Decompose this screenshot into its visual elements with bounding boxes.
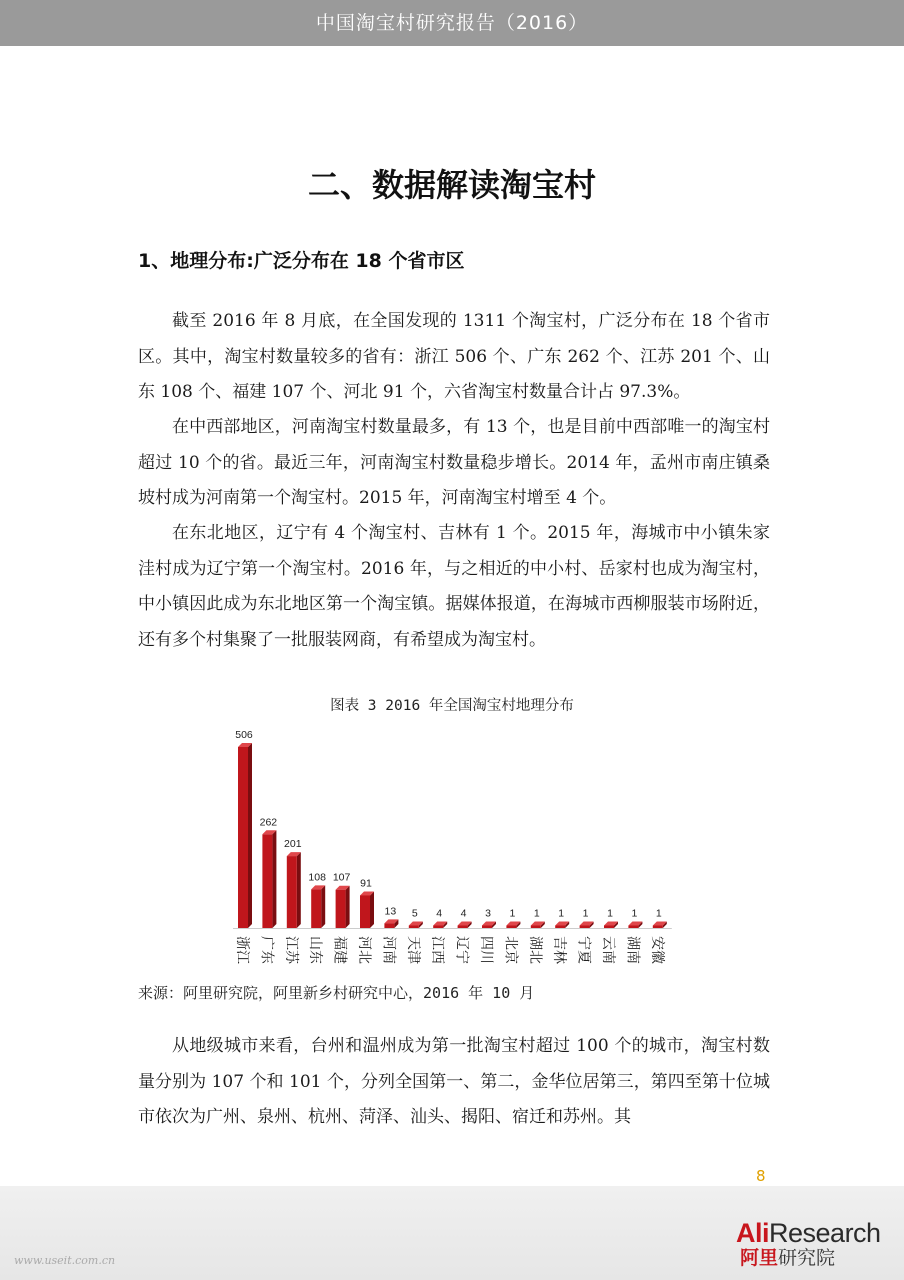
source-note: 来源：阿里研究院，阿里新乡村研究中心，2016 年 10 月 xyxy=(138,984,535,1002)
data-label-14: 1 xyxy=(558,907,565,920)
data-label-13: 1 xyxy=(533,907,540,920)
chart-caption: 图表 3 2016 年全国淘宝村地理分布 xyxy=(330,698,574,714)
logo-research-text: Research xyxy=(769,1218,881,1248)
data-label-7: 13 xyxy=(384,905,397,918)
paragraph-3: 在东北地区，辽宁有 4 个淘宝村、吉林有 1 个。2015 年，海城市中小镇朱家洼村成为辽宁第一个淘宝村。2016 年，与之相近的中小村、岳家村也成为淘宝村，中小镇因此成为东北地区第一个淘宝镇。据媒体报道，在海城市西柳服装市场附近，还有多个村集聚了一批服装网商，有希望成为淘宝村。 xyxy=(138,523,770,650)
watermark-text: www.useit.com.cn xyxy=(14,1254,116,1267)
category-label-17: 湖南 xyxy=(624,936,641,964)
data-label-11: 3 xyxy=(485,907,491,920)
logo-cn-ali: 阿里 xyxy=(740,1248,779,1269)
category-label-9: 江西 xyxy=(429,936,446,964)
bar-1 xyxy=(238,747,248,928)
logo-ali-text: Ali xyxy=(736,1218,770,1248)
logo-cn-institute: 研究院 xyxy=(778,1248,836,1269)
category-label-10: 辽宁 xyxy=(453,936,470,964)
aliresearch-logo xyxy=(736,1218,902,1270)
category-label-7: 河南 xyxy=(380,936,397,964)
bar-6 xyxy=(360,895,370,928)
category-label-1: 浙江 xyxy=(234,936,250,964)
subsection-title: 1、地理分布:广泛分布在 18 个省市区 xyxy=(138,250,465,272)
bar-side-4 xyxy=(321,885,325,928)
category-label-13: 湖北 xyxy=(526,936,543,964)
data-label-4: 108 xyxy=(308,871,326,884)
paragraph-4: 从地级城市来看，台州和温州成为第一批淘宝村超过 100 个的城市，淘宝村数量分别为 107 个和 101 个，分列全国第一、第二，金华位居第三，第四至第十位城市依次为广州、泉州、杭州、菏泽、汕头、揭阳、宿迁和苏州。其 xyxy=(138,1036,770,1127)
bar-18 xyxy=(653,926,663,929)
bar-side-5 xyxy=(346,886,350,928)
data-label-16: 1 xyxy=(607,907,613,920)
bar-5 xyxy=(336,890,346,928)
bar-side-6 xyxy=(370,891,374,928)
bar-13 xyxy=(531,926,541,929)
bar-side-2 xyxy=(272,830,276,928)
category-label-15: 宁夏 xyxy=(575,936,592,964)
category-label-4: 山东 xyxy=(307,936,324,964)
data-label-12: 1 xyxy=(509,907,516,920)
category-label-18: 安徽 xyxy=(648,936,665,964)
section-title: 二、数据解读淘宝村 xyxy=(307,166,596,204)
category-label-11: 四川 xyxy=(478,936,494,964)
paragraph-2: 在中西部地区，河南淘宝村数量最多，有 13 个，也是目前中西部唯一的淘宝村超过 10 个的省。最近三年，河南淘宝村数量稳步增长。2014 年，孟州市南庄镇桑坡村成为河南第一个淘宝村。2015 年，河南淘宝村增至 4 个。 xyxy=(138,417,770,508)
category-label-5: 福建 xyxy=(331,936,348,964)
data-label-18: 1 xyxy=(655,907,662,920)
data-label-10: 4 xyxy=(460,907,467,920)
data-label-6: 91 xyxy=(360,877,372,890)
data-label-2: 262 xyxy=(259,816,278,829)
data-label-9: 4 xyxy=(436,907,443,920)
bar-11 xyxy=(482,926,492,929)
data-label-3: 201 xyxy=(284,838,302,851)
category-label-3: 江苏 xyxy=(282,936,299,964)
category-label-2: 广东 xyxy=(258,936,275,964)
bar-10 xyxy=(458,926,468,929)
bar-8 xyxy=(409,926,419,929)
category-label-8: 天津 xyxy=(404,936,421,964)
report-header-title: 中国淘宝村研究报告（2016） xyxy=(0,0,904,46)
category-label-16: 云南 xyxy=(600,936,616,964)
paragraph-1: 截至 2016 年 8 月底，在全国发现的 1311 个淘宝村，广泛分布在 18 个省市区。其中，淘宝村数量较多的省有：浙江 506 个、广东 262 个、江苏 201 个、山东 108 个、福建 107 个、河北 91 个，六省淘宝村数量合计占 97.3%。 xyxy=(138,311,770,402)
data-label-5: 107 xyxy=(332,871,351,884)
data-label-15: 1 xyxy=(582,907,589,920)
bar-side-3 xyxy=(297,852,301,928)
page-number: 8 xyxy=(756,1167,766,1185)
bar-4 xyxy=(311,889,321,928)
bar-14 xyxy=(555,926,565,929)
bar-12 xyxy=(506,926,516,929)
data-label-17: 1 xyxy=(631,907,638,920)
bar-15 xyxy=(580,926,590,929)
category-label-12: 北京 xyxy=(502,936,519,964)
bar-9 xyxy=(433,926,443,929)
category-label-14: 吉林 xyxy=(551,936,568,964)
bar-3 xyxy=(287,856,297,928)
bar-2 xyxy=(262,834,272,928)
data-label-8: 5 xyxy=(411,907,418,920)
bar-side-1 xyxy=(248,743,252,928)
category-label-6: 河北 xyxy=(356,936,372,964)
bar-17 xyxy=(628,926,638,929)
data-label-1: 506 xyxy=(235,729,253,741)
bar-7 xyxy=(384,923,394,928)
bar-16 xyxy=(604,926,614,929)
